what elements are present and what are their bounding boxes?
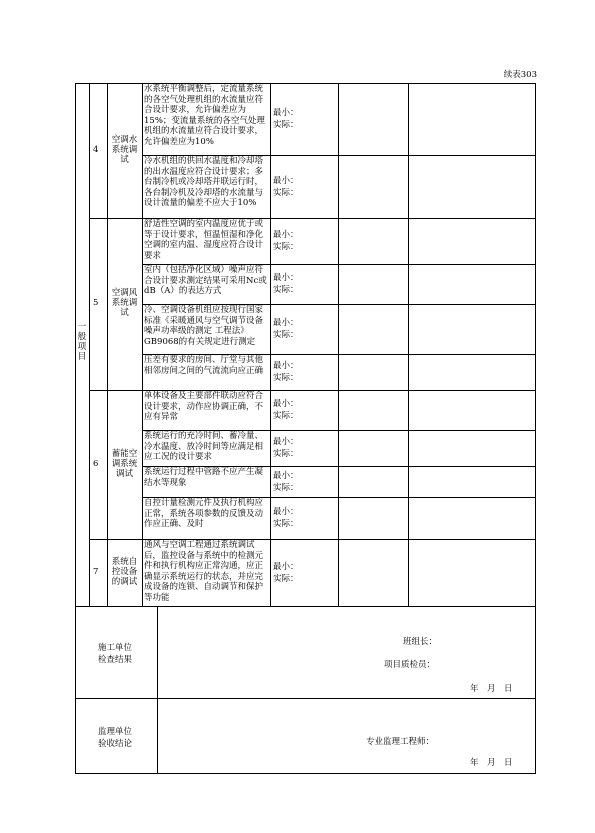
result-cell-b[interactable] [409, 355, 536, 390]
footer-column-rule [157, 606, 158, 774]
result-cell-b[interactable] [409, 540, 536, 606]
result-cell-a[interactable] [339, 265, 408, 304]
section-name: 空调风 系统调 试 [111, 288, 138, 318]
column-rule [142, 83, 143, 606]
result-cell-b[interactable] [409, 498, 536, 539]
check-record: 最小： 实际： [273, 318, 299, 340]
requirement-text: 舒适性空调的室内温度应优于或等于设计要求，恒温恒湿和净化空调的室内温、湿度应符合设计要求 [144, 219, 264, 261]
result-cell-a[interactable] [339, 540, 408, 606]
result-cell-a[interactable] [339, 498, 408, 539]
quality-inspector-label: 项目质检员： [384, 660, 436, 670]
check-record: 最小： 实际： [273, 175, 299, 198]
section-number: 7 [93, 566, 99, 577]
result-cell-a[interactable] [339, 84, 408, 155]
result-cell-a[interactable] [339, 467, 408, 497]
result-cell-b[interactable] [409, 305, 536, 354]
result-cell-b[interactable] [409, 467, 536, 497]
section-name: 系统自 控设备 的调试 [111, 556, 138, 587]
requirement-text: 自控计量检测元件及执行机构应正常，系统各项参数的反馈及动作应正确、及时 [144, 498, 264, 530]
footer-rule [75, 698, 536, 699]
check-record: 最小： 实际： [273, 561, 299, 584]
requirement-text: 水系统平衡调整后，定流量系统的各空气处理机组的水流量应符合设计要求，允许偏差应为15%；变流量系统的各空气处理机组的水流量应符合设计要求，允许偏差应为10% [144, 84, 265, 147]
check-record: 最小： 实际： [273, 273, 299, 295]
result-cell-b[interactable] [409, 431, 536, 466]
column-rule [89, 83, 90, 606]
construction-label: 施工单位 检查结果 [97, 643, 132, 665]
supervision-label: 监理单位 验收结论 [97, 727, 132, 749]
result-cell-a[interactable] [339, 355, 408, 390]
result-cell-a[interactable] [339, 391, 408, 430]
check-record: 最小： 实际： [273, 507, 299, 529]
result-cell-a[interactable] [339, 431, 408, 466]
result-cell-b[interactable] [409, 391, 536, 430]
check-record: 最小： 实际： [273, 361, 299, 383]
continuation-label: 续表303 [503, 70, 537, 80]
check-record: 最小： 实际： [273, 470, 299, 493]
requirement-text: 通风与空调工程通过系统调试后，监控设备与系统中的检测元件和执行机构应正常沟通，应正确显示系统运行的状态，并应完成设备的连锁、自动调节和保护等功能 [144, 540, 264, 603]
footer-rule [75, 606, 536, 607]
section-number: 4 [93, 144, 99, 155]
category-label: 一 般 项 目 [77, 322, 87, 362]
result-cell-a[interactable] [339, 219, 408, 264]
requirement-text: 冷水机组的供回水温度和冷却塔的出水温度应符合设计要求；多台制冷机或冷却塔并联运行时，各台制冷机及冷却塔的水流量与设计流量的偏差不应大于10% [144, 156, 264, 209]
result-cell-b[interactable] [409, 265, 536, 304]
section-name: 空调水 系统调 试 [111, 134, 138, 165]
requirement-text: 系统运行过程中管路不应产生凝结水等现象 [144, 467, 264, 488]
check-record: 最小： 实际： [273, 108, 299, 130]
result-cell-b[interactable] [409, 84, 536, 155]
result-cell-b[interactable] [409, 219, 536, 264]
requirement-text: 冷、空调设备机组应按现行国家标准《采暖通风与空气调节设备噪声功率级的测定 工程法》GB9068的有关规定进行测定 [144, 305, 264, 347]
team-leader-label: 班组长： [403, 637, 438, 647]
requirement-text: 单体设备及主要部件联动应符合设计要求，动作应协调正确，不应有异常 [144, 391, 264, 423]
requirement-text: 系统运行的充冷时间、蓄冷量、冷水温度、放冷时间等应满足相应工况的设计要求 [144, 431, 264, 463]
table-border-left [75, 83, 76, 774]
result-cell-b[interactable] [409, 156, 536, 218]
section-name: 蓄能空 调系统 调试 [111, 448, 138, 479]
check-record: 最小： 实际： [273, 437, 299, 459]
column-rule [270, 83, 271, 606]
result-cell-a[interactable] [339, 156, 408, 218]
check-record: 最小： 实际： [273, 230, 299, 252]
requirement-text: 室内（包括净化区域）噪声应符合设计要求测定结果可采用Nc或dB（A）的表达方式 [144, 265, 267, 297]
requirement-text: 压差有要求的房间、厅堂与其他相邻房间之间的气流流向应正确 [144, 355, 264, 376]
section-number: 6 [93, 458, 99, 469]
table-border-bottom [75, 773, 536, 774]
section-number: 5 [93, 298, 99, 308]
check-record: 最小： 实际： [273, 399, 299, 421]
supervision-engineer-label: 专业监理工程师： [366, 737, 435, 747]
result-cell-a[interactable] [339, 305, 408, 354]
supervision-date: 年 月 日 [470, 758, 513, 768]
construction-date: 年 月 日 [470, 684, 513, 694]
